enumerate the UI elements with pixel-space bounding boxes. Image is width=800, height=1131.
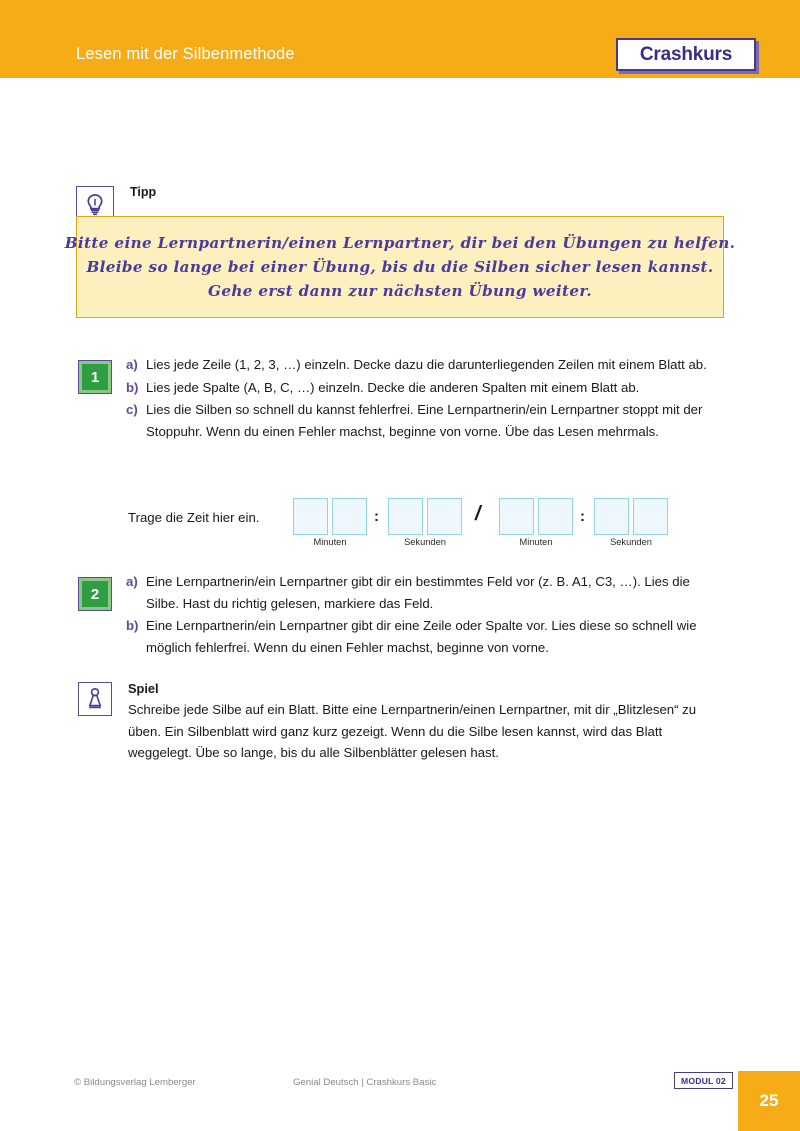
item-text: Eine Lernpartnerin/ein Lernpartner gibt dir ein bestimmtes Feld vor (z. B. A1, C3, …). Lies die Silbe. Hast du richtig gelesen, markiere das Feld. xyxy=(146,574,690,611)
page-title: Lesen mit der Silbenmethode xyxy=(76,45,295,63)
list-item xyxy=(126,399,726,442)
item-marker: c) xyxy=(126,402,138,417)
time-input-min2-d1[interactable] xyxy=(499,498,534,535)
time-input-sec1-d2[interactable] xyxy=(427,498,462,535)
page-number: 25 xyxy=(759,1091,779,1110)
time-caption-minuten-1: Minuten xyxy=(313,537,347,547)
tipp-label: Tipp xyxy=(130,185,157,199)
time-caption-minuten-2: Minuten xyxy=(519,537,553,547)
time-caption-sekunden-1: Sekunden xyxy=(404,537,446,547)
time-input-min1-d2[interactable] xyxy=(332,498,367,535)
exercise-badge-1 xyxy=(78,360,112,394)
time-input-sec2-d1[interactable] xyxy=(594,498,629,535)
tipp-box xyxy=(64,216,736,318)
game-piece-icon xyxy=(78,682,112,716)
time-entry-label: Trage die Zeit hier ein. xyxy=(128,510,260,525)
footer-copyright: © Bildungsverlag Lemberger xyxy=(74,1077,196,1088)
spiel-title: Spiel xyxy=(128,681,159,696)
time-input-min2-d2[interactable] xyxy=(538,498,573,535)
item-text: Lies die Silben so schnell du kannst fehlerfrei. Eine Lernpartnerin/ein Lernpartner stoppt mit der Stoppuhr. Wenn du einen Fehler machst, beginne von vorne. Übe das Lesen mehrmals. xyxy=(146,402,703,439)
item-marker: a) xyxy=(126,574,138,589)
time-input-sec2-d2[interactable] xyxy=(633,498,668,535)
spiel-text: Schreibe jede Silbe auf ein Blatt. Bitte eine Lernpartnerin/einen Lernpartner, mit dir „Blitzlesen“ zu üben. Ein Silbenblatt wird ganz kurz gezeigt. Wenn du die Silbe lesen kannst, wird das Blatt weggelegt. Übe so lange, bis du alle Silbenblätter gelesen hast. xyxy=(128,702,697,760)
tipp-line: Bitte eine Lernpartnerin/einen Lernpartner, dir bei den Übungen zu helfen. xyxy=(64,234,736,252)
list-item xyxy=(126,571,726,614)
list-item xyxy=(126,615,726,658)
exercise-badge-2 xyxy=(78,577,112,611)
time-entry-row xyxy=(128,498,728,548)
item-marker: a) xyxy=(126,357,138,372)
time-slash: / xyxy=(475,503,481,525)
page-number-corner xyxy=(738,1071,800,1131)
exercise-badge-1-number: 1 xyxy=(82,364,108,390)
crashkurs-logo xyxy=(616,38,756,71)
item-marker: b) xyxy=(126,379,139,395)
time-input-min1-d1[interactable] xyxy=(293,498,328,535)
lightbulb-icon-glyph xyxy=(85,193,105,217)
item-text: Lies jede Zeile (1, 2, 3, …) einzeln. Decke dazu die darunterliegenden Zeilen mit einem Blatt ab. xyxy=(146,357,707,372)
crashkurs-logo-text: Crashkurs xyxy=(639,43,733,65)
item-text: Lies jede Spalte (A, B, C, …) einzeln. Decke die anderen Spalten mit einem Blatt ab. xyxy=(146,379,640,395)
footer-series-label: Genial Deutsch | Crashkurs Basic xyxy=(293,1077,437,1088)
game-piece-icon-glyph xyxy=(86,687,104,711)
tipp-line: Bleibe so lange bei einer Übung, bis du die Silben sicher lesen kannst. xyxy=(86,258,714,276)
item-marker: b) xyxy=(126,618,139,633)
modul-badge: MODUL 02 xyxy=(674,1072,733,1089)
exercise-2-list xyxy=(126,571,726,659)
time-input-sec1-d1[interactable] xyxy=(388,498,423,535)
exercise-1-list xyxy=(126,354,726,443)
time-caption-sekunden-2: Sekunden xyxy=(610,537,652,547)
list-item xyxy=(126,354,726,376)
time-colon-1: : xyxy=(374,508,379,525)
tipp-line: Gehe erst dann zur nächsten Übung weiter. xyxy=(208,282,592,300)
item-text: Eine Lernpartnerin/ein Lernpartner gibt dir eine Zeile oder Spalte vor. Lies diese so schnell wie möglich fehlerfrei. Wenn du einen Fehler machst, beginne von vorne. xyxy=(146,618,697,655)
exercise-badge-2-number: 2 xyxy=(82,581,108,607)
list-item xyxy=(126,377,726,399)
time-colon-2: : xyxy=(580,508,585,525)
spiel-section xyxy=(128,679,726,764)
